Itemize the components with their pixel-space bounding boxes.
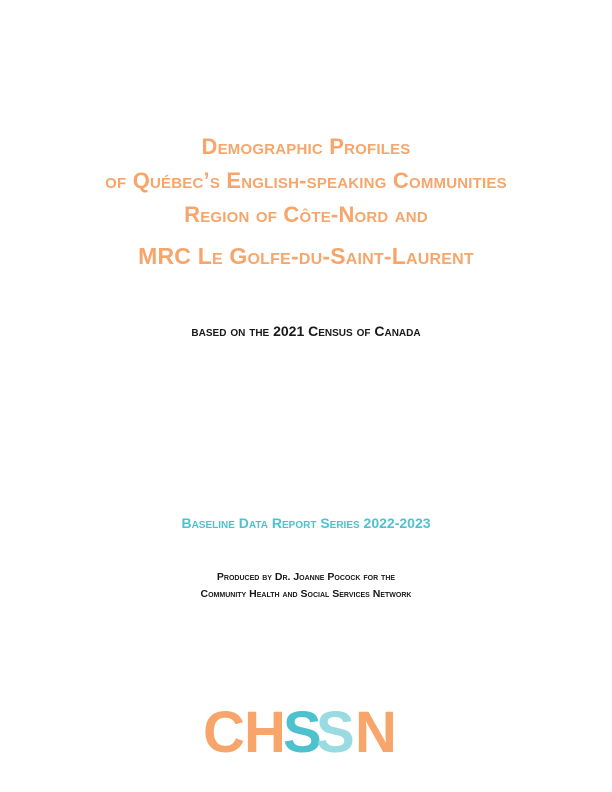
title-line-2: of Québec’s English-speaking Communities (105, 168, 507, 193)
title-line-3: Region of Côte-Nord and (184, 202, 428, 227)
title-line-1: Demographic Profiles (201, 134, 411, 159)
report-series-label: Baseline Data Report Series 2022-2023 (181, 515, 431, 531)
logo-letter-h: H (244, 700, 286, 758)
logo-letter-n: N (355, 700, 397, 758)
logo-letter-s1: S (283, 700, 322, 758)
logo-letter-c: C (203, 700, 245, 758)
title-line-4: MRC Le Golfe-du-Saint-Laurent (138, 243, 474, 269)
produced-by-line-1: Produced by Dr. Joanne Pocock for the (216, 571, 396, 583)
chssn-logo (203, 700, 413, 758)
census-subtitle: based on the 2021 Census of Canada (191, 323, 421, 339)
logo-letter-s2: S (316, 700, 355, 758)
produced-by-line-2: Community Health and Social Services Network (200, 588, 412, 600)
